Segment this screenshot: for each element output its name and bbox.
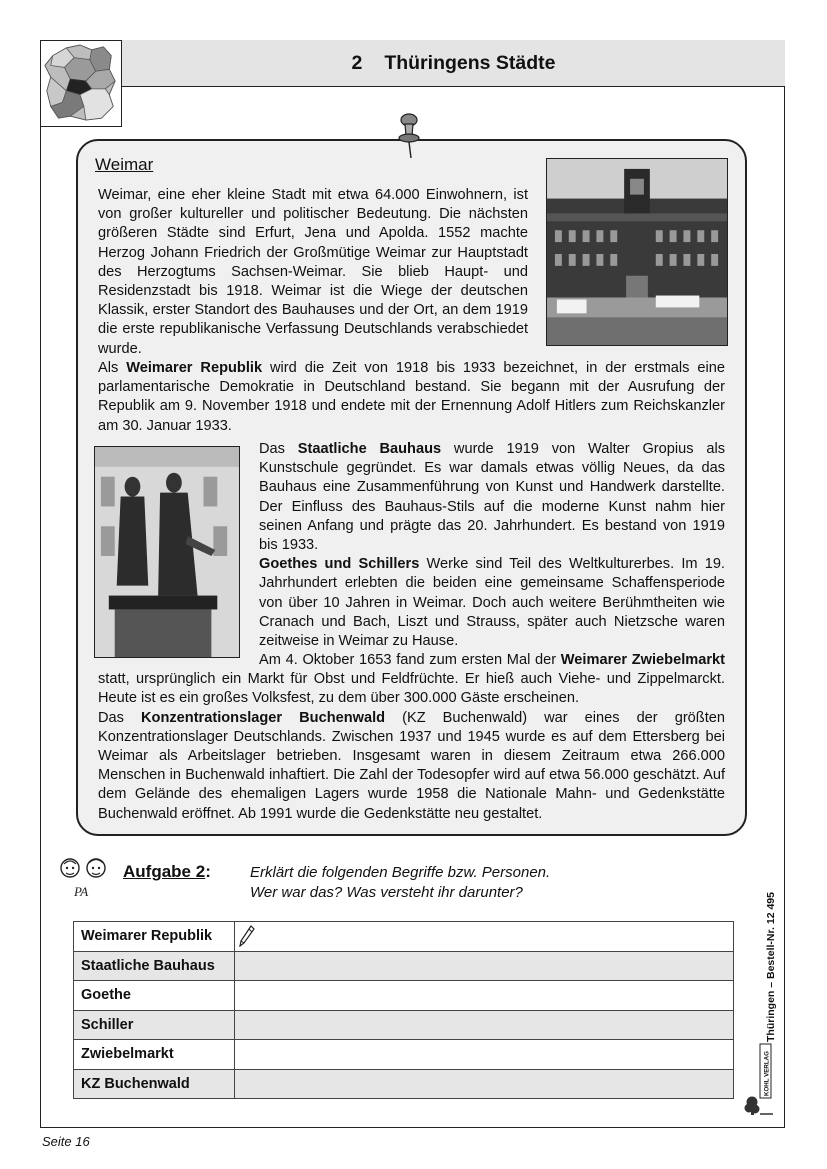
section-heading: Weimar <box>95 155 154 174</box>
answer-field[interactable] <box>235 981 734 1011</box>
publisher-name: KOHL VERLAG <box>763 1051 771 1096</box>
goethe-schiller-text <box>259 555 725 651</box>
answer-field[interactable] <box>235 1069 734 1099</box>
chapter-title-bar <box>122 40 785 87</box>
side-order-number: Thüringen – Bestell-Nr. 12 495 <box>765 892 777 1042</box>
zwiebelmarkt-lead: Am 4. Oktober 1653 fand zum ersten Mal der <box>259 652 561 668</box>
row-label: Staatliche Bauhaus <box>74 951 235 981</box>
buchenwald-rest: (KZ Buchenwald) war eines der größten Konzentrationslager Deutschlands. Zwischen 1937 und 1945 wurde es auf dem Ettersberg bei Weimar als Arbeitslager betrieben. Insgesamt waren in diesem Zeitraum etwa 266.000 Menschen in Buchenwald inhaftiert. Die Zahl der Todesopfer wird auf etwa 56.000 geschätzt. Auf dem Gelände des ehemaligen Lagers wurde 1958 die Nationale Mahn- und Gedenkstätte Buchenwald eröffnet. Ab 1991 wurde die Gedenkstätte neu gestaltet. <box>98 709 725 822</box>
zwiebelmarkt-buchenwald-paragraph <box>98 651 725 824</box>
row-label: KZ Buchenwald <box>74 1069 235 1099</box>
kohl-verlag-logo <box>742 1040 776 1116</box>
table-row <box>74 1010 734 1040</box>
goethe-schiller-monument-photo <box>94 446 240 658</box>
table-row <box>74 922 734 952</box>
task-label-text: Aufgabe 2 <box>123 862 206 881</box>
row-label: Schiller <box>74 1010 235 1040</box>
row-label: Zwiebelmarkt <box>74 1040 235 1070</box>
task-line-1: Erklärt die folgenden Begriffe bzw. Personen. <box>250 864 551 881</box>
answer-field[interactable] <box>235 922 734 952</box>
table-row <box>74 981 734 1011</box>
zwiebelmarkt-text <box>98 651 725 709</box>
goethe-schiller-rest: Werke sind Teil des Weltkulturerbes. Im 19. Jahrhundert erlebten die beiden eine gemeinsame Schaffensperiode von über 10 Jahren in Weimar. Doch auch weitere Berühmtheiten wie Cranach und Bach, Liszt und Strauss, später auch Nietzsche waren zeitweise in Weimar zu Hause. <box>259 556 725 650</box>
republic-lead: Als <box>98 360 127 376</box>
task-label-colon: : <box>205 862 211 881</box>
intro-paragraph <box>98 186 528 359</box>
table-row <box>74 1069 734 1099</box>
goethe-schiller-term: Goethes und Schillers <box>259 556 420 573</box>
table-row <box>74 1040 734 1070</box>
pushpin-icon <box>394 112 426 160</box>
answer-field[interactable] <box>235 1010 734 1040</box>
pencil-icon <box>239 925 255 947</box>
bauhaus-paragraph <box>259 440 725 651</box>
row-label: Weimarer Republik <box>74 922 235 952</box>
bauhaus-lead: Das <box>259 441 298 457</box>
page-number: Seite 16 <box>42 1134 90 1149</box>
republic-text <box>98 359 725 436</box>
bauhaus-text <box>259 440 725 555</box>
table-row <box>74 951 734 981</box>
task-instructions <box>250 863 550 903</box>
partner-work-icon <box>56 856 114 902</box>
chapter-number: 2 <box>351 51 363 74</box>
buchenwald-lead: Das <box>98 709 141 726</box>
thuringia-map-icon <box>41 41 119 125</box>
answer-field[interactable] <box>235 1040 734 1070</box>
task-label <box>123 862 211 882</box>
republic-rest: wird die Zeit von 1918 bis 1933 bezeichnet, in der erstmals eine parlamentarische Demokratie in Deutschland bestand. Sie begann mit der Ausrufung der Republik am 9. November 1918 und endete mit der Ernennung Adolf Hitlers zum Reichskanzler am 30. Januar 1933. <box>98 360 725 434</box>
partner-work-label: PA <box>74 884 89 899</box>
buchenwald-text <box>98 709 725 824</box>
answer-table <box>73 921 734 1099</box>
zwiebelmarkt-term: Weimarer Zwiebelmarkt <box>560 652 726 668</box>
zwiebelmarkt-rest: statt, ursprünglich ein Markt für Obst und Feldfrüchte. Er hieß auch Viehe- und Zippelmarckt. Heute ist es ein großes Volksfest, zu dem über 300.000 Gäste erscheinen. <box>98 671 725 707</box>
chapter-title: Thüringens Städte <box>384 51 556 74</box>
republic-paragraph <box>98 359 725 436</box>
bauhaus-term: Staatliche Bauhaus <box>297 441 442 457</box>
answer-field[interactable] <box>235 951 734 981</box>
buchenwald-term: Konzentrationslager Buchenwald <box>141 709 386 726</box>
task-line-2: Wer war das? Was versteht ihr darunter? <box>250 884 523 901</box>
bauhaus-rest: wurde 1919 von Walter Gropius als Kunstschule gegründet. Es war damals etwas völlig Neues, da das Bauhaus eine Zusammenführung von Kunst und Handwerk darstellte. Der Einfluss des Bauhaus-Stils auf die moderne Kunst nahm hier seinen Anfang und prägte das 20. Jahrhundert. Es bestand von 1919 bis 1933. <box>259 441 725 554</box>
weimar-town-hall-photo <box>546 158 728 346</box>
row-label: Goethe <box>74 981 235 1011</box>
intro-text: Weimar, eine eher kleine Stadt mit etwa 64.000 Einwohnern, ist von großer kultureller und politischer Bedeutung. Die nächsten größeren Städte sind Erfurt, Jena und Apolda. 1552 machte Herzog Johann Friedrich der Großmütige Weimar zur Hauptstadt des Herzogtums Sachsen-Weimar. Sie blieb Haupt- und Residenzstadt bis 1918. Weimar ist die Wiege der deutschen Klassik, erster Standort des Bauhauses und der Ort, an dem 1919 die erste republikanische Verfassung Deutschlands verabschiedet wurde. <box>98 187 528 357</box>
map-thumbnail <box>40 40 122 127</box>
republic-term: Weimarer Republik <box>126 360 263 376</box>
